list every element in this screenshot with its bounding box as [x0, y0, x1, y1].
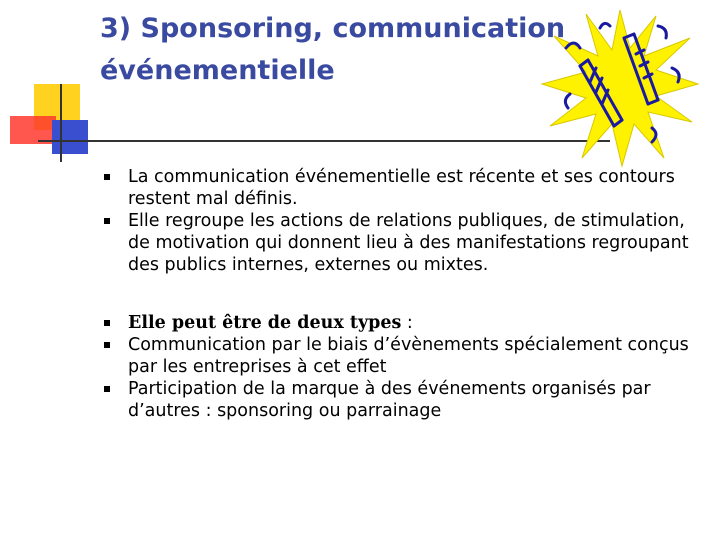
vertical-rule	[60, 84, 62, 162]
bullet-text: Communication par le biais d’évènements spécialement conçus par les entreprises à cet effet	[128, 335, 689, 377]
bullet-item	[100, 378, 700, 422]
square-bullet-icon	[104, 174, 110, 180]
bullet-text: :	[401, 313, 413, 333]
square-bullet-icon	[104, 386, 110, 392]
bullet-text: La communication événementielle est récente et ses contours restent mal définis.	[128, 167, 675, 209]
bullet-text: Elle regroupe les actions de relations publiques, de stimulation, de motivation qui donnent lieu à des manifestations regroupant des publics internes, externes ou mixtes.	[128, 211, 689, 275]
slide-title: 3) Sponsoring, communication événementielle	[100, 13, 566, 86]
square-bullet-icon	[104, 218, 110, 224]
square-bullet-icon	[104, 320, 110, 326]
bullet-item	[100, 312, 700, 334]
bullet-text: Participation de la marque à des événements organisés par d’autres : sponsoring ou parrainage	[128, 379, 651, 421]
bullet-item	[100, 334, 700, 378]
bullet-bold-text: Elle peut être de deux types	[128, 313, 402, 333]
bullet-list	[100, 166, 700, 422]
fireworks-burst-icon	[540, 8, 700, 168]
horizontal-rule	[38, 140, 610, 142]
bullet-item	[100, 210, 700, 276]
bullet-item	[100, 166, 700, 210]
square-bullet-icon	[104, 342, 110, 348]
blue-square	[52, 120, 88, 154]
